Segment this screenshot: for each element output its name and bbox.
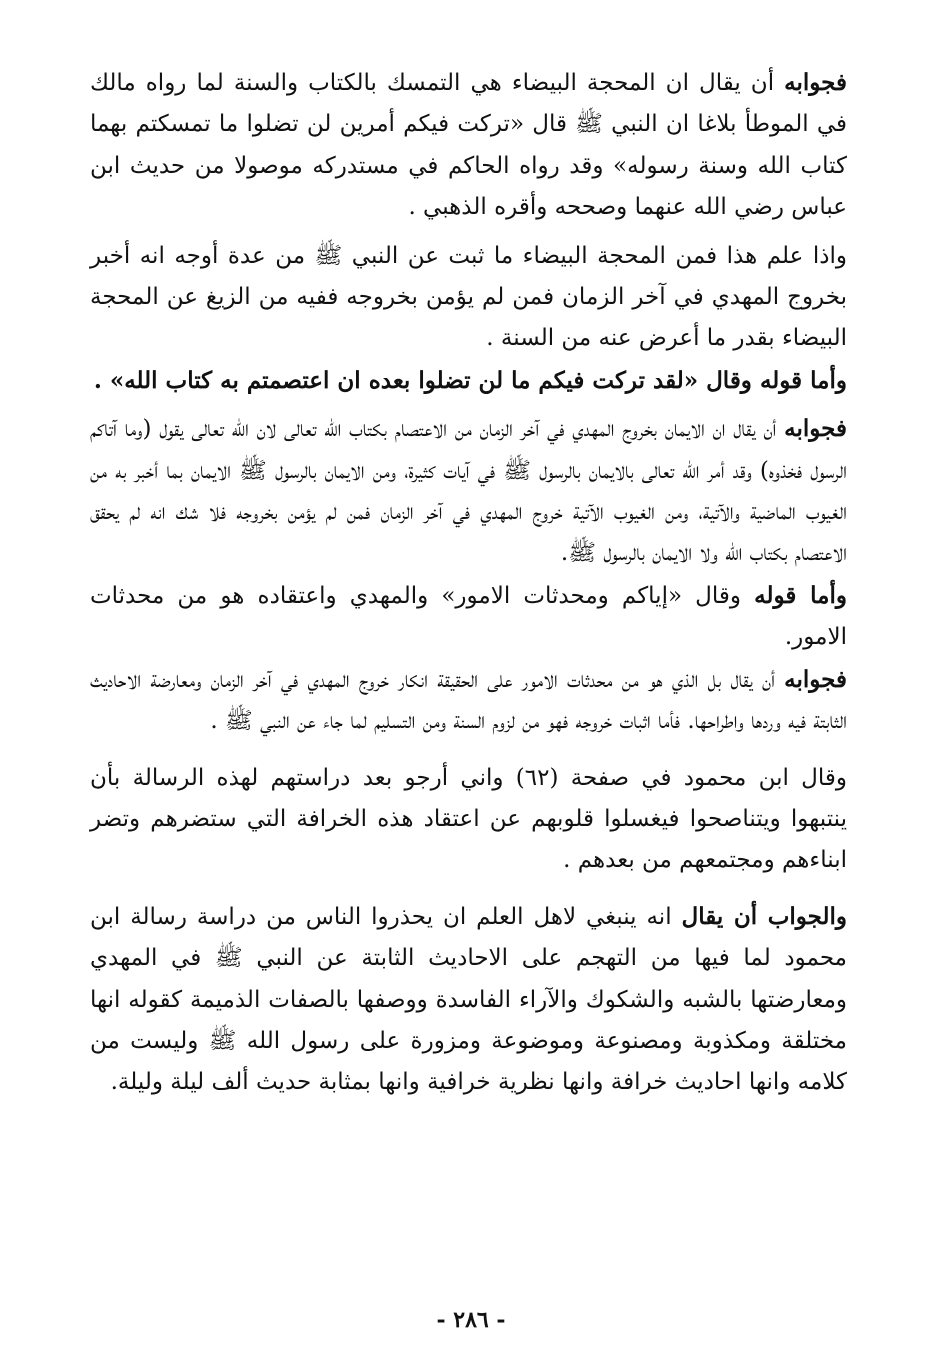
paragraph-1-lead: فجوابه: [784, 69, 847, 96]
paragraph-5-lead: وأما قوله: [754, 581, 847, 609]
paragraph-6-text: أن يقال بل الذي هو من محدثات الامور على الحقيقة انكار خروج المهدي في آخر الزمان ومعارضة الاحاديث الثابتة فيه وردها واطراحها. فأما اثبات خروجه فهو من لزوم السنة ومن التسليم لما جاء عن النبي ﷺ .: [90, 666, 847, 735]
paragraph-7: [90, 757, 847, 882]
paragraph-8: [90, 896, 847, 1104]
paragraph-6-lead: فجوابه: [784, 665, 847, 693]
paragraph-2-text: واذا علم هذا فمن المحجة البيضاء ما ثبت عن النبي ﷺ من عدة أوجه انه أخبر بخروج المهدي في آخر الزمان فمن لم يؤمن بخروجه ففيه من الزيغ عن المحجة البيضاء بقدر ما أعرض عنه من السنة .: [90, 242, 847, 352]
paragraph-3-lead: وأما قوله: [759, 366, 847, 394]
paragraph-4: [90, 408, 847, 575]
paragraph-7-text: وقال ابن محمود في صفحة (٦٢) واني أرجو بعد دراستهم لهذه الرسالة بأن ينتبهوا ويتناصحوا فيغسلوا قلوبهم عن اعتقاد هذه الخرافة التي ستضرهم وتضر ابناءهم ومجتمعهم من بعدهم .: [90, 764, 848, 874]
paragraph-1: [90, 62, 847, 229]
paragraph-6: [90, 659, 847, 743]
paragraph-2: [90, 235, 847, 360]
paragraph-1-text: أن يقال ان المحجة البيضاء هي التمسك بالكتاب والسنة لما رواه مالك في الموطأ بلاغا ان النبي ﷺ قال «تركت فيكم أمرين لن تضلوا ما تمسكتم بهما كتاب الله وسنة رسوله» وقد رواه الحاكم في مستدركه موصولا من حديث ابن عباس رضي الله عنهما وصححه وأقره الذهبي .: [90, 70, 847, 221]
page-body: [90, 62, 847, 1104]
page-number: - ٢٨٦ -: [436, 1307, 506, 1333]
paragraph-4-text: أن يقال ان الايمان بخروج المهدي في آخر الزمان من الاعتصام بكتاب الله تعالى لان الله تعالى يقول (وما آتاكم الرسول فخذوه) وقد أمر الله تعالى بالايمان بالرسول ﷺ في آيات كثيرة، ومن الايمان بالرسول ﷺ الايمان بما أخبر به من الغيوب الماضية والآتية، ومن الغيوب الآتية خروج المهدي في آخر الزمان فمن لم يؤمن بخروجه فلا شك انه لم يحقق الاعتصام بكتاب الله ولا الايمان بالرسول ﷺ.: [90, 416, 847, 567]
paragraph-8-text: انه ينبغي لاهل العلم ان يحذروا الناس من دراسة رسالة ابن محمود لما فيها من التهجم على الاحاديث الثابتة عن النبي ﷺ في المهدي ومعارضتها بالشبه والشكوك والآراء الفاسدة ووصفها بالصفات الذميمة كقوله انها مختلقة ومكذوبة ومصنوعة وموضوعة ومزورة على رسول الله ﷺ وليست من كلامه وانها احاديث خرافة وانها نظرية خرافية وانها بمثابة حديث ألف ليلة وليلة.: [90, 903, 847, 1096]
paragraph-4-lead: فجوابه: [784, 415, 847, 443]
paragraph-8-lead: والجواب أن يقال: [681, 902, 848, 930]
paragraph-3-text: وقال «لقد تركت فيكم ما لن تضلوا بعده ان اعتصمتم به كتاب الله» .: [93, 366, 760, 394]
paragraph-5-text: وقال «إياكم ومحدثات الامور» والمهدي واعتقاده هو من محدثات الامور.: [90, 582, 847, 651]
paragraph-3: [90, 360, 847, 402]
paragraph-5: [90, 575, 847, 659]
